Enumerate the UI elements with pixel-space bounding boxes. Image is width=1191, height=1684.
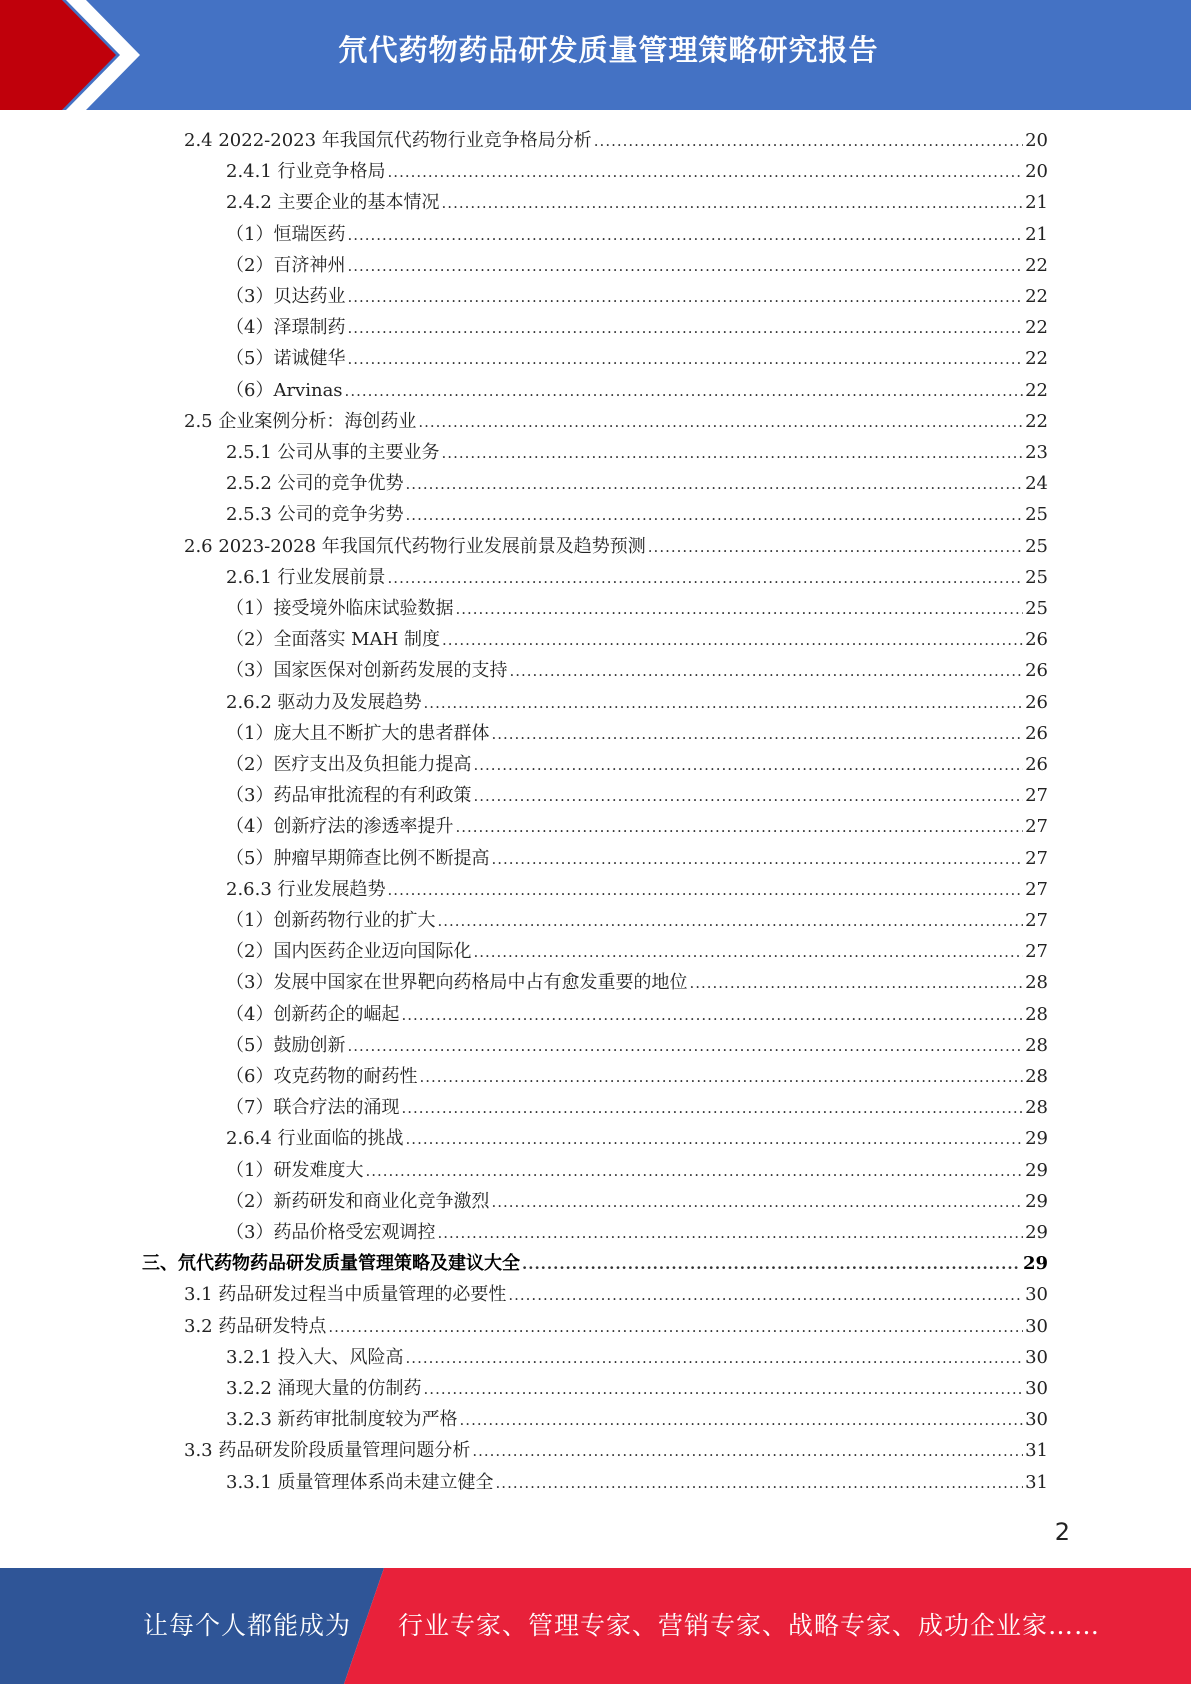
toc-dot-leader [509, 657, 1023, 685]
toc-entry-label: 2.6 2023-2028 年我国氘代药物行业发展前景及趋势预测 [184, 535, 646, 557]
toc-entry[interactable] [226, 1188, 1048, 1216]
toc-entry-label: 3.2.3 新药审批制度较为严格 [226, 1409, 458, 1431]
toc-dot-leader [347, 314, 1023, 342]
toc-entry[interactable] [226, 158, 1048, 186]
toc-entry[interactable] [226, 689, 1048, 717]
toc-entry-page: 26 [1025, 691, 1048, 713]
toc-dot-leader [473, 782, 1023, 810]
toc-dot-leader [491, 720, 1023, 748]
toc-entry-label: （5）肿瘤早期筛查比例不断提高 [226, 847, 490, 869]
toc-entry-page: 22 [1025, 254, 1048, 276]
toc-entry[interactable] [226, 345, 1048, 373]
toc-entry-page: 25 [1025, 598, 1048, 619]
footer-slogan-left: 让每个人都能成为 [143, 1611, 352, 1640]
toc-entry[interactable] [226, 657, 1048, 685]
toc-entry-page: 29 [1025, 1128, 1048, 1150]
toc-entry-label: （1）研发难度大 [226, 1159, 364, 1181]
toc-entry[interactable] [226, 470, 1048, 498]
toc-dot-leader [437, 907, 1023, 935]
toc-entry-page: 30 [1025, 1378, 1048, 1399]
toc-dot-leader [347, 283, 1023, 311]
toc-entry-page: 23 [1025, 442, 1048, 463]
toc-dot-leader [594, 127, 1023, 155]
toc-entry[interactable] [226, 283, 1048, 311]
toc-entry-label: （6）Arvinas [226, 379, 343, 401]
toc-entry[interactable] [226, 1063, 1048, 1091]
page-header [0, 0, 1191, 110]
toc-entry-label: 2.6.4 行业面临的挑战 [226, 1128, 404, 1150]
toc-entry[interactable] [226, 1344, 1048, 1372]
toc-entry-page: 31 [1025, 1471, 1048, 1493]
toc-entry-label: （1）接受境外临床试验数据 [226, 598, 454, 619]
toc-entry[interactable] [226, 501, 1048, 529]
toc-entry[interactable] [226, 720, 1048, 748]
toc-entry-page: 29 [1025, 1159, 1048, 1181]
toc-entry-page: 26 [1025, 754, 1048, 775]
toc-entry-label: （3）国家医保对创新药发展的支持 [226, 660, 508, 682]
toc-entry-page: 26 [1025, 660, 1048, 682]
toc-entry-page: 26 [1025, 722, 1048, 744]
toc-entry[interactable] [226, 221, 1048, 249]
toc-entry-page: 22 [1025, 410, 1048, 432]
toc-entry-label: 2.6.2 驱动力及发展趋势 [226, 691, 422, 713]
toc-entry-page: 22 [1025, 286, 1048, 307]
toc-dot-leader [418, 408, 1023, 436]
toc-entry[interactable] [226, 751, 1048, 779]
toc-entry[interactable] [226, 439, 1048, 467]
toc-entry-page: 27 [1025, 847, 1048, 869]
toc-entry-page: 28 [1025, 1097, 1048, 1119]
toc-entry-page: 27 [1025, 785, 1048, 807]
toc-entry-page: 29 [1025, 1190, 1048, 1212]
toc-dot-leader [442, 626, 1023, 654]
toc-entry-page: 22 [1025, 379, 1048, 401]
toc-entry-page: 29 [1022, 1253, 1048, 1275]
toc-dot-leader [442, 189, 1024, 217]
toc-entry-label: （3）发展中国家在世界靶向药格局中占有愈发重要的地位 [226, 972, 688, 994]
toc-entry-page: 28 [1025, 1066, 1048, 1087]
toc-entry-page: 21 [1025, 223, 1048, 245]
toc-entry-label: （7）联合疗法的涌现 [226, 1097, 400, 1119]
toc-entry[interactable] [226, 938, 1048, 966]
toc-entry-page: 31 [1025, 1440, 1048, 1462]
toc-entry-label: （3）药品价格受宏观调控 [226, 1222, 436, 1243]
toc-entry[interactable] [184, 533, 1048, 561]
toc-entry-label: （2）医疗支出及负担能力提高 [226, 754, 472, 775]
toc-entry-label: （3）贝达药业 [226, 286, 346, 307]
toc-dot-leader [406, 1125, 1024, 1153]
toc-entry-label: 2.4.2 主要企业的基本情况 [226, 192, 440, 214]
toc-entry[interactable] [226, 813, 1048, 841]
toc-entry[interactable] [226, 1094, 1048, 1122]
toc-dot-leader [388, 564, 1024, 592]
toc-dot-leader [473, 938, 1023, 966]
toc-dot-leader [648, 533, 1023, 561]
toc-entry[interactable] [226, 782, 1048, 810]
toc-entry[interactable] [226, 1157, 1048, 1185]
toc-entry-label: （3）药品审批流程的有利政策 [226, 785, 472, 807]
toc-entry-label: 2.6.1 行业发展前景 [226, 566, 386, 588]
toc-entry-page: 27 [1025, 941, 1048, 963]
toc-dot-leader [347, 1032, 1023, 1060]
toc-entry[interactable] [226, 1032, 1048, 1060]
toc-entry-page: 29 [1025, 1222, 1048, 1243]
toc-dot-leader [401, 1094, 1023, 1122]
toc-entry-label: （1）恒瑞医药 [226, 223, 346, 245]
toc-entry-label: （5）诺诚健华 [226, 348, 346, 370]
toc-dot-leader [406, 470, 1024, 498]
toc-dot-leader [424, 689, 1024, 717]
toc-entry[interactable] [226, 1375, 1048, 1403]
toc-entry[interactable] [226, 626, 1048, 654]
toc-entry-page: 25 [1025, 504, 1048, 526]
toc-entry[interactable] [184, 127, 1048, 155]
toc-entry[interactable] [226, 845, 1048, 873]
toc-entry-label: 3.2.1 投入大、风险高 [226, 1346, 404, 1368]
toc-entry-page: 27 [1025, 816, 1048, 838]
toc-entry-label: 3.2 药品研发特点 [184, 1315, 327, 1337]
toc-entry-label: （4）创新药企的崛起 [226, 1003, 400, 1025]
page-number: 2 [1054, 1518, 1070, 1546]
toc-entry[interactable] [226, 1469, 1048, 1497]
toc-entry[interactable] [184, 1437, 1048, 1465]
document-title: 氘代药物药品研发质量管理策略研究报告 [338, 33, 879, 67]
toc-entry-label: （6）攻克药物的耐药性 [226, 1066, 418, 1087]
toc-dot-leader [455, 595, 1023, 623]
toc-entry-page: 22 [1025, 317, 1048, 339]
toc-dot-leader [347, 345, 1023, 373]
toc-entry-page: 24 [1025, 473, 1048, 495]
toc-dot-leader [508, 1281, 1023, 1309]
toc-dot-leader [455, 813, 1023, 841]
toc-dot-leader [388, 158, 1024, 186]
toc-dot-leader [491, 845, 1023, 873]
toc-dot-leader [472, 1437, 1023, 1465]
toc-entry[interactable] [184, 1313, 1048, 1341]
toc-entry-page: 25 [1025, 535, 1048, 557]
toc-entry-label: 3.3.1 质量管理体系尚未建立健全 [226, 1471, 494, 1493]
toc-dot-leader [347, 221, 1023, 249]
toc-dot-leader [401, 1001, 1023, 1029]
toc-entry-label: 2.4 2022-2023 年我国氘代药物行业竞争格局分析 [184, 130, 592, 151]
toc-dot-leader [388, 876, 1024, 904]
toc-entry-page: 27 [1025, 878, 1048, 900]
footer-slogan-right: 行业专家、管理专家、营销专家、战略专家、成功企业家…… [398, 1611, 1101, 1640]
toc-entry-page: 28 [1025, 1003, 1048, 1025]
toc-entry[interactable] [226, 595, 1048, 623]
toc-entry-label: （2）全面落实 MAH 制度 [226, 629, 441, 651]
page-footer [0, 1568, 1191, 1684]
toc-entry[interactable] [226, 1219, 1048, 1247]
toc-entry[interactable] [226, 1125, 1048, 1153]
toc-entry-label: （5）鼓励创新 [226, 1034, 346, 1056]
toc-dot-leader [460, 1406, 1024, 1434]
toc-entry-label: 2.4.1 行业竞争格局 [226, 161, 386, 183]
toc-dot-leader [473, 751, 1023, 779]
toc-entry-page: 21 [1025, 192, 1048, 214]
toc-entry-page: 22 [1025, 348, 1048, 370]
toc-entry-label: 2.5 企业案例分析：海创药业 [184, 410, 417, 432]
toc-entry-page: 30 [1025, 1409, 1048, 1431]
toc-entry-label: 2.5.3 公司的竞争劣势 [226, 504, 404, 526]
toc-dot-leader [522, 1250, 1021, 1278]
toc-dot-leader [491, 1188, 1023, 1216]
toc-entry[interactable] [226, 907, 1048, 935]
toc-entry-page: 20 [1025, 161, 1048, 183]
toc-entry-label: （2）国内医药企业迈向国际化 [226, 941, 472, 963]
toc-entry-label: 2.6.3 行业发展趋势 [226, 878, 386, 900]
toc-entry[interactable] [184, 1281, 1048, 1309]
toc-entry-label: 3.1 药品研发过程当中质量管理的必要性 [184, 1284, 507, 1306]
toc-dot-leader [419, 1063, 1023, 1091]
toc-dot-leader [365, 1157, 1023, 1185]
toc-dot-leader [424, 1375, 1024, 1403]
toc-entry-label: 3.2.2 涌现大量的仿制药 [226, 1378, 422, 1399]
toc-entry-page: 30 [1025, 1315, 1048, 1337]
toc-entry-page: 20 [1025, 130, 1048, 151]
toc-entry-page: 27 [1025, 910, 1048, 931]
toc-entry-label: （2）新药研发和商业化竞争激烈 [226, 1190, 490, 1212]
toc-entry[interactable] [226, 377, 1048, 405]
toc-entry-label: （4）泽璟制药 [226, 317, 346, 339]
toc-entry-label: 3.3 药品研发阶段质量管理问题分析 [184, 1440, 471, 1462]
toc-entry[interactable] [226, 876, 1048, 904]
toc-entry[interactable] [226, 252, 1048, 280]
toc-entry[interactable] [226, 1406, 1048, 1434]
toc-entry[interactable] [184, 408, 1048, 436]
toc-entry-label: 2.5.1 公司从事的主要业务 [226, 442, 440, 463]
toc-entry[interactable] [226, 314, 1048, 342]
toc-entry[interactable] [226, 564, 1048, 592]
toc-entry-label: （2）百济神州 [226, 254, 346, 276]
toc-entry-label: 2.5.2 公司的竞争优势 [226, 473, 404, 495]
toc-dot-leader [496, 1469, 1024, 1497]
toc-entry-page: 28 [1025, 1034, 1048, 1056]
toc-dot-leader [345, 377, 1024, 405]
toc-dot-leader [328, 1313, 1023, 1341]
toc-entry[interactable] [226, 189, 1048, 217]
toc-dot-leader [689, 969, 1023, 997]
toc-entry[interactable] [226, 969, 1048, 997]
toc-dot-leader [437, 1219, 1023, 1247]
toc-entry-page: 30 [1025, 1346, 1048, 1368]
toc-dot-leader [347, 252, 1023, 280]
toc-entry[interactable] [226, 1001, 1048, 1029]
toc-entry-label: （1）庞大且不断扩大的患者群体 [226, 722, 490, 744]
toc-entry-label: （4）创新疗法的渗透率提升 [226, 816, 454, 838]
toc-entry-label: 三、氘代药物药品研发质量管理策略及建议大全 [142, 1253, 520, 1275]
toc-entry-label: （1）创新药物行业的扩大 [226, 910, 436, 931]
toc-dot-leader [442, 439, 1024, 467]
toc-entry-page: 25 [1025, 566, 1048, 588]
toc-dot-leader [406, 1344, 1024, 1372]
toc-entry-page: 30 [1025, 1284, 1048, 1306]
toc-dot-leader [406, 501, 1024, 529]
toc-entry[interactable] [142, 1250, 1048, 1278]
toc-entry-page: 26 [1025, 629, 1048, 651]
toc-entry-page: 28 [1025, 972, 1048, 994]
